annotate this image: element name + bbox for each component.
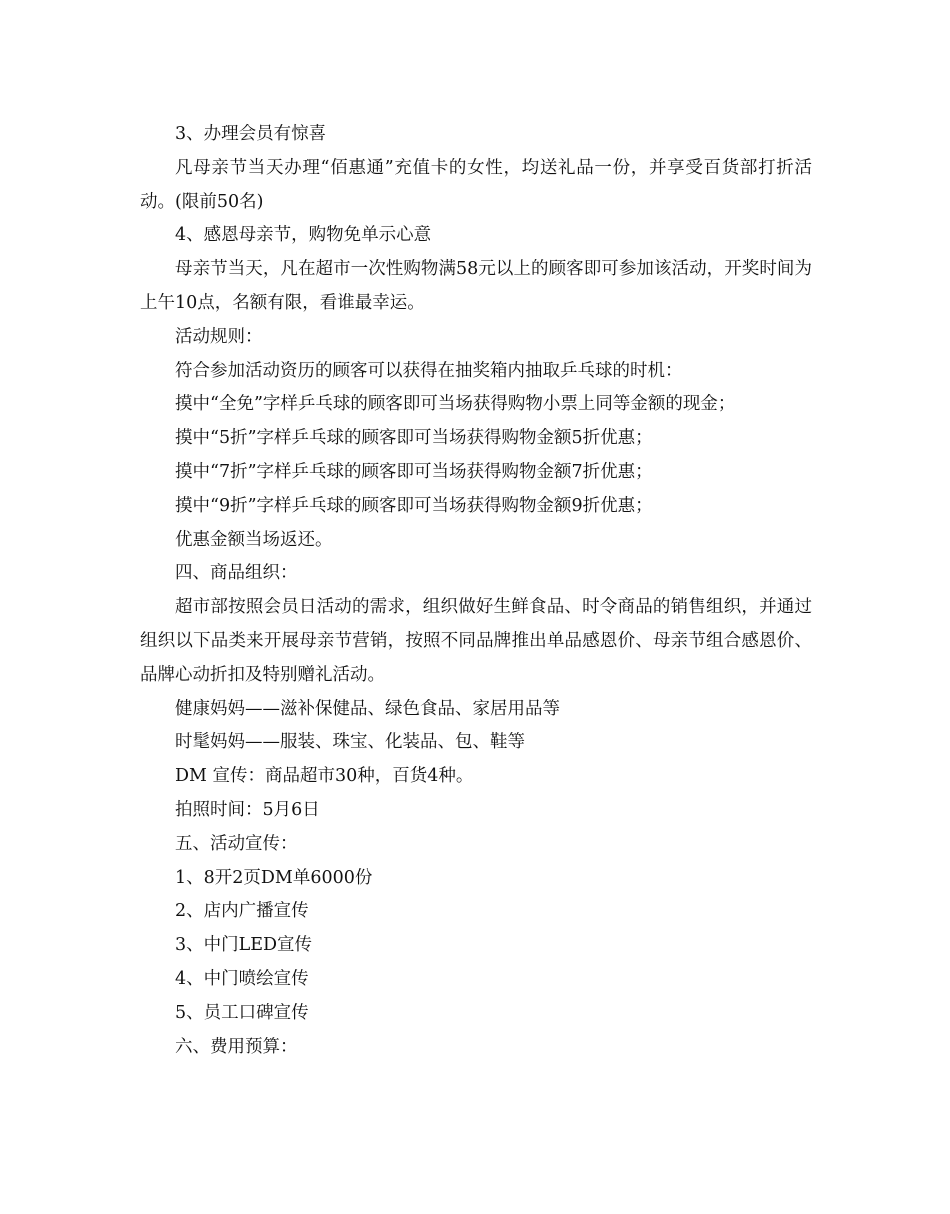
product-line-healthy-mom: 健康妈妈——滋补保健品、绿色食品、家居用品等 xyxy=(175,698,560,719)
rule-90-percent: 摸中“9折”字样乒乓球的顾客即可当场获得购物金额9折优惠； xyxy=(175,495,653,516)
dm-promotion: DM 宣传：商品超市30种，百货4种。 xyxy=(175,766,474,787)
item-heading-membership-surprise: 3、办理会员有惊喜 xyxy=(175,124,327,144)
product-line-fashion-mom: 时髦妈妈——服装、珠宝、化装品、包、鞋等 xyxy=(175,732,525,753)
paragraph-product-organization: 超市部按照会员日活动的需求，组织做好生鲜食品、时令商品的销售组织，并通过组织以下品类来开展母亲节营销，按照不同品牌推出单品感恩价、母亲节组合感恩价、品牌心动折扣及特别赠礼活动。 xyxy=(140,597,812,685)
promotion-item-dm-flyer: 1、8开2页DM单6000份 xyxy=(175,867,373,888)
rule-50-percent: 摸中“5折”字样乒乓球的顾客即可当场获得购物金额5折优惠； xyxy=(175,428,653,449)
photo-date: 拍照时间：5月6日 xyxy=(175,799,320,820)
paragraph-lottery-conditions: 母亲节当天，凡在超市一次性购物满58元以上的顾客即可参加该活动，开奖时间为上午10点，名额有限，看谁最幸运。 xyxy=(140,259,812,313)
item-heading-free-shopping: 4、感恩母亲节，购物免单示心意 xyxy=(175,225,432,246)
promotion-item-led: 3、中门LED宣传 xyxy=(175,935,313,956)
section-heading-promotion: 五、活动宣传： xyxy=(175,833,298,854)
section-heading-budget: 六、费用预算： xyxy=(175,1036,298,1057)
document-body xyxy=(140,118,812,1064)
section-heading-products: 四、商品组织： xyxy=(175,563,298,584)
rule-eligibility: 符合参加活动资历的顾客可以获得在抽奖箱内抽取乒乓球的时机： xyxy=(175,360,683,381)
promotion-item-word-of-mouth: 5、员工口碑宣传 xyxy=(175,1002,309,1023)
rule-refund: 优惠金额当场返还。 xyxy=(175,529,333,550)
rules-heading: 活动规则： xyxy=(175,326,263,347)
promotion-item-broadcast: 2、店内广播宣传 xyxy=(175,901,309,922)
promotion-item-banner: 4、中门喷绘宣传 xyxy=(175,968,309,989)
rule-full-free: 摸中“全免”字样乒乓球的顾客即可当场获得购物小票上同等金额的现金； xyxy=(175,394,736,415)
rule-70-percent: 摸中“7折”字样乒乓球的顾客即可当场获得购物金额7折优惠； xyxy=(175,461,653,482)
paragraph-membership-card: 凡母亲节当天办理“佰惠通”充值卡的女性，均送礼品一份，并享受百货部打折活动。(限前50名) xyxy=(140,157,812,212)
